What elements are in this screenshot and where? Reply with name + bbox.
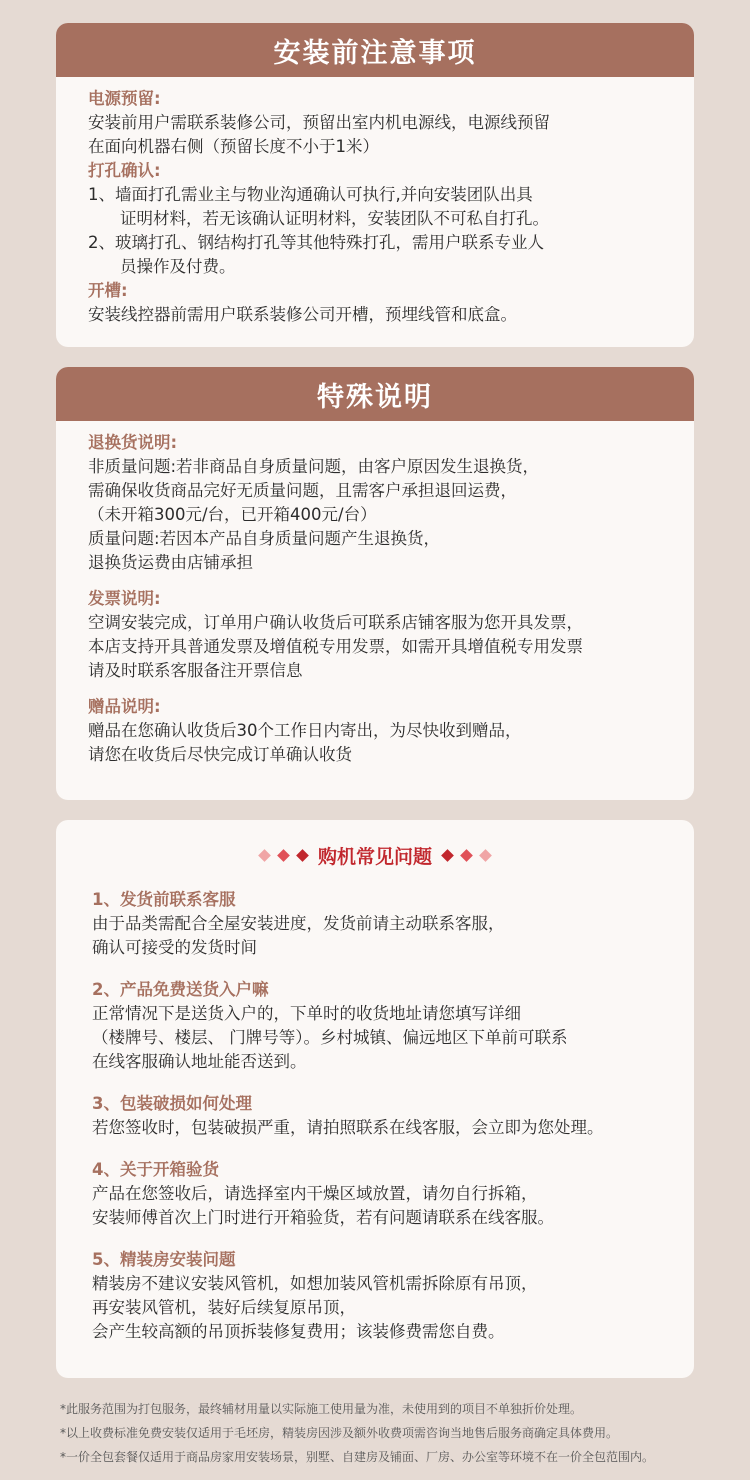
diamond-icon xyxy=(258,849,271,862)
section-line: 质量问题:若因本产品自身质量问题产生退换货， xyxy=(88,529,441,548)
section-line: 请您在收货后尽快完成订单确认收货 xyxy=(88,745,352,764)
special-notice-header: 特殊说明 xyxy=(56,367,694,421)
special-notice-card xyxy=(56,367,694,800)
section-line: 安装线控器前需用户联系装修公司开槽，预埋线管和底盒。 xyxy=(88,305,517,324)
faq-question: 3、包装破损如何处理 xyxy=(92,1094,252,1113)
faq-item xyxy=(92,978,694,1074)
faq-question: 1、发货前联系客服 xyxy=(92,890,236,909)
faq-question: 5、精装房安装问题 xyxy=(92,1250,236,1269)
faq-card xyxy=(56,820,694,1378)
section-line: 证明材料，若无该确认证明材料，安装团队不可私自打孔。 xyxy=(120,209,549,228)
footnote-line: *此服务范围为打包服务，最终辅材用量以实际施工使用量为准，未使用到的项目不单独折价处理。 xyxy=(60,1402,583,1416)
faq-question: 4、关于开箱验货 xyxy=(92,1160,219,1179)
section-line: 需确保收货商品完好无质量问题，且需客户承担退回运费， xyxy=(88,481,517,500)
faq-item xyxy=(92,888,694,960)
install-notice-header: 安装前注意事项 xyxy=(56,23,694,77)
section-line: 退换货运费由店铺承担 xyxy=(88,553,253,572)
faq-answer-line: 产品在您签收后，请选择室内干燥区域放置，请勿自行拆箱， xyxy=(92,1184,538,1203)
faq-item xyxy=(92,1092,694,1140)
install-notice-card xyxy=(56,23,694,347)
faq-item xyxy=(92,1248,694,1344)
faq-question: 2、产品免费送货入户嘛 xyxy=(92,980,269,999)
faq-answer-line: 确认可接受的发货时间 xyxy=(92,938,257,957)
faq-answer-line: 若您签收时，包装破损严重，请拍照联系在线客服，会立即为您处理。 xyxy=(92,1118,604,1137)
faq-answer-line: （楼牌号、楼层、 门牌号等）。乡村城镇、偏远地区下单前可联系 xyxy=(92,1028,568,1047)
section-title: 打孔确认: xyxy=(88,161,161,180)
faq-answer-line: 会产生较高额的吊顶拆装修复费用；该装修费需您自费。 xyxy=(92,1322,505,1341)
faq-item xyxy=(92,1158,694,1230)
diamond-icon xyxy=(277,849,290,862)
faq-answer-line: 精装房不建议安装风管机，如想加装风管机需拆除原有吊顶， xyxy=(92,1274,538,1293)
section-line: 2、玻璃打孔、钢结构打孔等其他特殊打孔，需用户联系专业人 xyxy=(88,233,544,252)
section-line: 本店支持开具普通发票及增值税专用发票，如需开具增值税专用发票 xyxy=(88,637,583,656)
footnote-line: *以上收费标准免费安装仅适用于毛坯房，精装房因涉及额外收费项需咨询当地售后服务商确定具体费用。 xyxy=(60,1426,619,1440)
diamond-icon xyxy=(296,849,309,862)
faq-answer-line: 安装师傅首次上门时进行开箱验货，若有问题请联系在线客服。 xyxy=(92,1208,554,1227)
faq-title-row xyxy=(56,840,694,870)
section-title: 电源预留: xyxy=(88,89,161,108)
faq-body xyxy=(56,888,694,1344)
faq-answer-line: 再安装风管机，装好后续复原吊顶， xyxy=(92,1298,356,1317)
footnote-line: *一价全包套餐仅适用于商品房家用安装场景，别墅、自建房及铺面、厂房、办公室等环境不在一价全包范围内。 xyxy=(60,1450,655,1464)
faq-answer-line: 正常情况下是送货入户的，下单时的收货地址请您填写详细 xyxy=(92,1004,521,1023)
section-line: 在面向机器右侧（预留长度不小于1米） xyxy=(88,137,379,156)
install-notice-body xyxy=(56,77,694,327)
section-title: 赠品说明: xyxy=(88,697,161,716)
section-line: 1、墙面打孔需业主与物业沟通确认可执行,并向安装团队出具 xyxy=(88,185,533,204)
section-title: 退换货说明: xyxy=(88,433,178,452)
faq-answer-line: 由于品类需配合全屋安装进度，发货前请主动联系客服， xyxy=(92,914,505,933)
faq-answer-line: 在线客服确认地址能否送到。 xyxy=(92,1052,307,1071)
section-line: 员操作及付费。 xyxy=(120,257,236,276)
section-line: 安装前用户需联系装修公司，预留出室内机电源线，电源线预留 xyxy=(88,113,550,132)
special-notice-body xyxy=(56,421,694,767)
diamond-icon xyxy=(479,849,492,862)
section-line: 赠品在您确认收货后30个工作日内寄出，为尽快收到赠品， xyxy=(88,721,522,740)
section-line: 空调安装完成，订单用户确认收货后可联系店铺客服为您开具发票， xyxy=(88,613,583,632)
section-title: 开槽: xyxy=(88,281,128,300)
section-line: （未开箱300元/台，已开箱400元/台） xyxy=(88,505,377,524)
faq-title: 购机常见问题 xyxy=(317,845,432,868)
diamond-icon xyxy=(460,849,473,862)
section-line: 非质量问题:若非商品自身质量问题，由客户原因发生退换货， xyxy=(88,457,540,476)
section-title: 发票说明: xyxy=(88,589,161,608)
section-line: 请及时联系客服备注开票信息 xyxy=(88,661,303,680)
diamond-icon xyxy=(441,849,454,862)
